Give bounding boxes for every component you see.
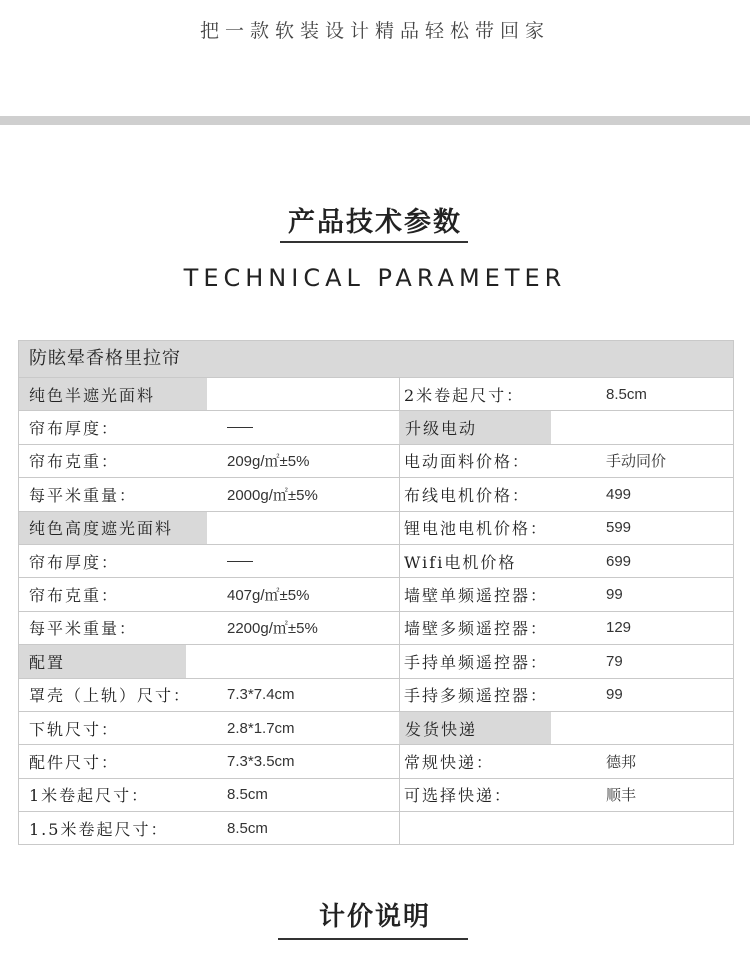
spec-key: Wifi电机价格 [404, 552, 517, 572]
spec-value [227, 411, 397, 443]
spec-key: 帘布克重： [29, 452, 120, 472]
section-title-en: TECHNICAL PARAMETER [183, 264, 567, 292]
spec-key: 1.5米卷起尺寸： [29, 820, 169, 840]
spec-key: 布线电机价格： [404, 485, 531, 505]
title-underline [278, 938, 468, 940]
spec-table [18, 340, 734, 845]
spec-value: 599 [606, 519, 632, 537]
spec-key: 帘布克重： [29, 586, 120, 606]
section-label: 纯色半遮光面料 [19, 378, 207, 410]
spec-key: 1米卷起尺寸： [29, 786, 150, 806]
spec-value: 2.8*1.7cm [227, 719, 295, 737]
spec-key: 配件尺寸： [29, 752, 120, 772]
table-row [19, 812, 733, 845]
spec-value: 7.3*7.4cm [227, 686, 295, 704]
spec-value: 129 [606, 619, 632, 637]
spec-key: 罩壳（上轨）尺寸： [29, 686, 192, 706]
table-row [19, 578, 733, 611]
spec-key: 帘布厚度： [29, 552, 120, 572]
section-label: 纯色高度遮光面料 [19, 512, 207, 544]
table-row [19, 712, 733, 745]
table-row [19, 645, 733, 678]
table-row [19, 478, 733, 511]
table-row [19, 378, 733, 411]
table-row [19, 545, 733, 578]
spec-key: 锂电池电机价格： [404, 519, 549, 539]
table-row [19, 512, 733, 545]
table-row [19, 679, 733, 712]
spec-value: 2000g/㎡±5% [227, 486, 318, 504]
spec-key: 帘布厚度： [29, 419, 120, 439]
spec-value: 德邦 [606, 753, 637, 771]
table-row [19, 745, 733, 778]
section-label: 配置 [19, 645, 186, 677]
spec-key: 电动面料价格： [404, 452, 531, 472]
spec-value [227, 545, 397, 577]
spec-key: 每平米重量： [29, 485, 138, 505]
spec-key: 墙壁多频遥控器： [404, 619, 549, 639]
section-divider [0, 116, 750, 125]
spec-value: 2200g/㎡±5% [227, 620, 318, 638]
price-section-title: 计价说明 [318, 902, 431, 932]
spec-value: 699 [606, 552, 632, 570]
spec-key: 手持单频遥控器： [404, 652, 549, 672]
spec-key: 常规快递： [404, 752, 495, 772]
spec-key: 墙壁单频遥控器： [404, 586, 549, 606]
spec-value: 8.5cm [606, 385, 647, 403]
table-row [19, 779, 733, 812]
section-title-cn: 产品技术参数 [288, 207, 462, 238]
title-underline [280, 241, 468, 243]
product-name: 防眩晕香格里拉帘 [19, 341, 733, 378]
spec-key: 可选择快递： [404, 786, 513, 806]
table-row [19, 612, 733, 645]
spec-value: 8.5cm [227, 786, 268, 804]
section-label: 发货快递 [399, 712, 551, 744]
spec-value: 8.5cm [227, 820, 268, 838]
table-row [19, 411, 733, 444]
spec-key: 2米卷起尺寸： [404, 385, 525, 405]
spec-value: 209g/㎡±5% [227, 453, 310, 471]
spec-value: 顺丰 [606, 787, 637, 805]
empty-dash [227, 561, 253, 562]
spec-value: 79 [606, 652, 623, 670]
tagline: 把一款软装设计精品轻松带回家 [199, 20, 550, 42]
empty-dash [227, 427, 253, 428]
spec-value: 99 [606, 586, 623, 604]
spec-value: 手动同价 [606, 453, 667, 471]
spec-value: 407g/㎡±5% [227, 587, 310, 605]
table-row [19, 445, 733, 478]
spec-key: 下轨尺寸： [29, 719, 120, 739]
section-label: 升级电动 [399, 411, 551, 443]
spec-value: 499 [606, 485, 632, 503]
spec-key: 每平米重量： [29, 619, 138, 639]
spec-value: 99 [606, 686, 623, 704]
spec-value: 7.3*3.5cm [227, 752, 295, 770]
spec-key: 手持多频遥控器： [404, 686, 549, 706]
